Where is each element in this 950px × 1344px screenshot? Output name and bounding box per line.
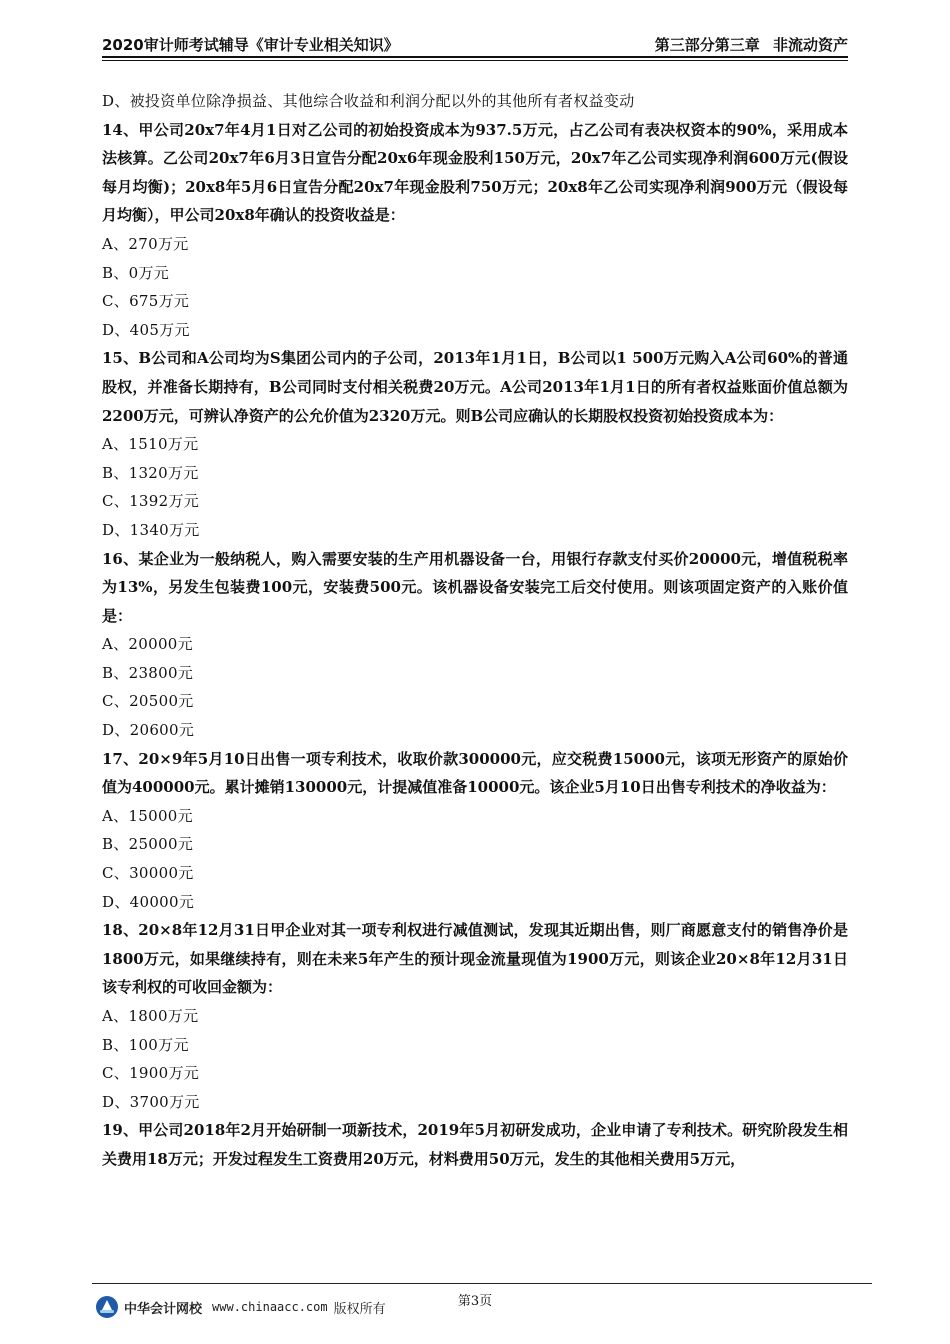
option-line: B、100万元 bbox=[102, 1035, 189, 1054]
header-title: 2020审计师考试辅导《审计专业相关知识》 bbox=[102, 36, 399, 54]
option-line: B、1320万元 bbox=[102, 463, 199, 482]
option-line: B、25000元 bbox=[102, 835, 194, 854]
question-18: 18、20×8年12月31日甲企业对其一项专利权进行减值测试，发现其近期出售，则厂商愿意支付的销售净价是1800万元，如果继续持有，则在未来5年产生的预计现金流量现值为1900万元，则该企业20×8年12月31日该专利权的可收回金额为： bbox=[102, 921, 848, 997]
option-line: D、被投资单位除净损益、其他综合收益和利润分配以外的其他所有者权益变动 bbox=[102, 92, 635, 110]
option-line: A、1800万元 bbox=[102, 1007, 199, 1025]
option-line: A、270万元 bbox=[102, 234, 189, 253]
option-line: A、20000元 bbox=[102, 635, 193, 654]
option-line: D、405万元 bbox=[102, 320, 190, 339]
option-line: D、1340万元 bbox=[102, 520, 200, 539]
option-line: D、40000元 bbox=[102, 892, 195, 911]
option-line: C、1900万元 bbox=[102, 1064, 200, 1083]
header-section: 第三部分第三章 非流动资产 bbox=[654, 36, 848, 54]
question-19: 19、甲公司2018年2月开始研制一项新技术，2019年5月初研发成功，企业申请了专利技术。研究阶段发生相关费用18万元；开发过程发生工资费用20万元，材料费用50万元，发生的其他相关费用5万元， bbox=[102, 1121, 848, 1168]
page-number: 第3页 bbox=[457, 1294, 493, 1309]
question-16: 16、某企业为一般纳税人，购入需要安装的生产用机器设备一台，用银行存款支付买价20000元，增值税税率为13%，另发生包装费100元，安装费500元。该机器设备安装完工后交付使用。则该项固定资产的入账价值是： bbox=[102, 549, 848, 625]
option-line: A、1510万元 bbox=[102, 435, 199, 454]
option-line: A、15000元 bbox=[102, 806, 193, 825]
header-divider-thin bbox=[102, 60, 848, 61]
option-line: B、23800元 bbox=[102, 663, 194, 682]
header-divider bbox=[102, 56, 848, 58]
question-17: 17、20×9年5月10日出售一项专利技术，收取价款300000元，应交税费15000元，该项无形资产的原始价值为400000元。累计摊销130000元，计提减值准备10000元。该企业5月10日出售专利技术的净收益为： bbox=[102, 749, 848, 797]
question-15: 15、B公司和A公司均为S集团公司内的子公司，2013年1月1日，B公司以1 500万元购入A公司60%的普通股权，并准备长期持有，B公司同时支付相关税费20万元。A公司2013年1月1日的所有者权益账面价值总额为2200万元，可辨认净资产的公允价值为2320万元。则B公司应确认的长期股权投资初始投资成本为： bbox=[102, 349, 848, 425]
option-line: C、20500元 bbox=[102, 692, 194, 711]
option-line: C、30000元 bbox=[102, 864, 194, 883]
option-line: D、20600元 bbox=[102, 721, 195, 740]
brand-url: www.chinaacc.com bbox=[212, 1300, 328, 1314]
brand-rights: 版权所有 bbox=[333, 1301, 386, 1317]
question-14: 14、甲公司20x7年4月1日对乙公司的初始投资成本为937.5万元，占乙公司有表决权资本的90%，采用成本法核算。乙公司20x7年6月3日宣告分配20x6年现金股利150万元，20x7年乙公司实现净利润600万元(假设每月均衡)；20x8年5月6日宣告分配20x7年现金股利750万元；20x8年乙公司实现净利润900万元（假设每月均衡），甲公司20x8年确认的投资收益是： bbox=[102, 120, 848, 225]
brand-logo-icon bbox=[96, 1296, 118, 1318]
footer-divider bbox=[92, 1283, 872, 1284]
option-line: B、0万元 bbox=[102, 263, 170, 282]
option-line: C、1392万元 bbox=[102, 492, 200, 511]
document-body bbox=[102, 87, 848, 1174]
page-header bbox=[102, 30, 848, 56]
brand-name: 中华会计网校 bbox=[124, 1301, 203, 1317]
footer-brand bbox=[96, 1296, 386, 1318]
option-line: D、3700万元 bbox=[102, 1092, 200, 1111]
option-line: C、675万元 bbox=[102, 292, 190, 311]
